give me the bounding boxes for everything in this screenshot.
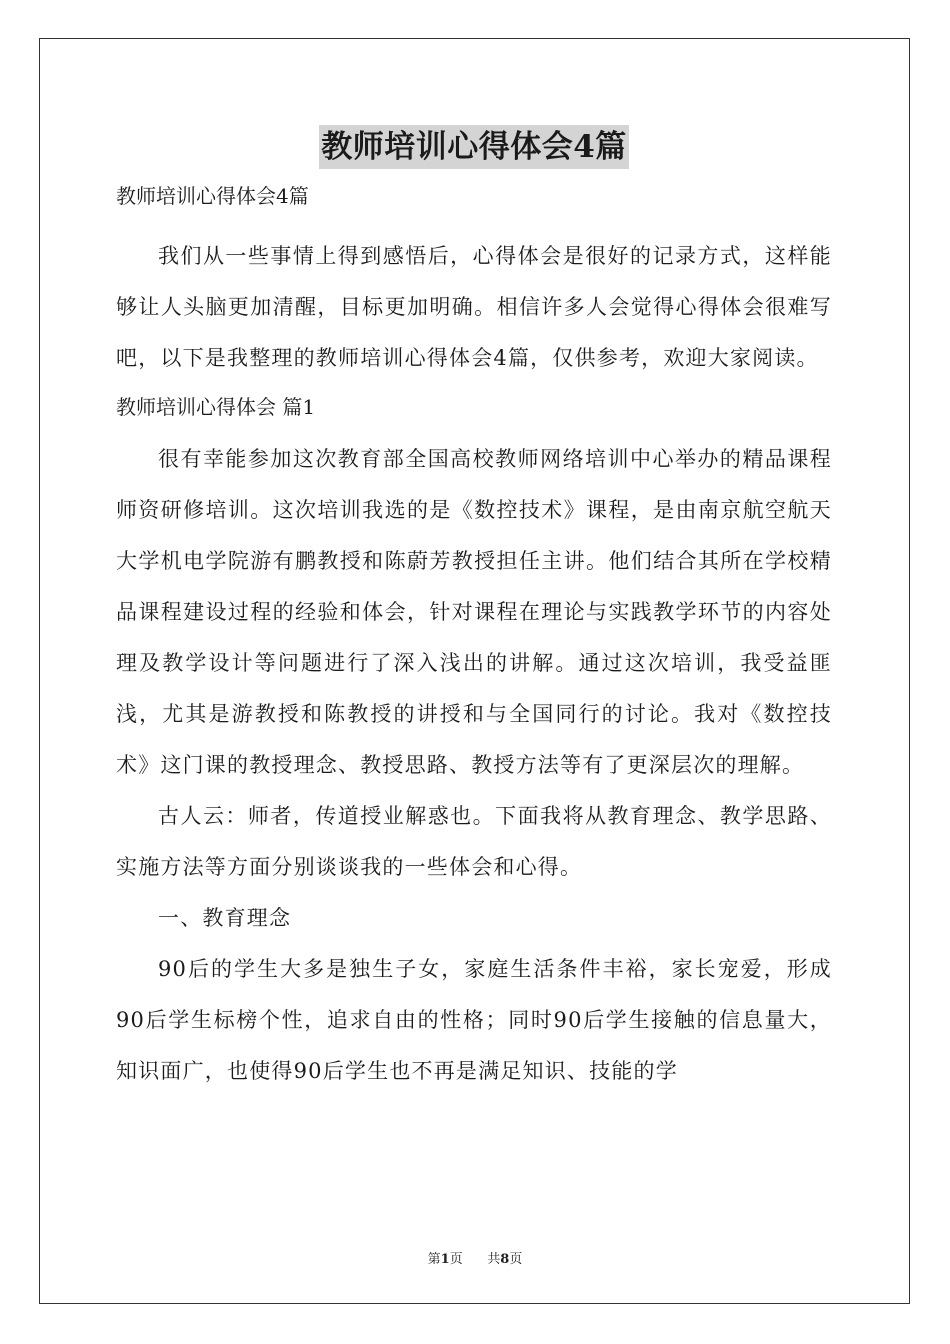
section-1-paragraph-1: 很有幸能参加这次教育部全国高校教师网络培训中心举办的精品课程师资研修培训。这次培训我选的是《数控技术》课程，是由南京航空航天大学机电学院游有鹏教授和陈蔚芳教授担任主讲。他们结合其所在学校精品课程建设过程的经验和体会，针对课程在理论与实践教学环节的内容处理及教学设计等问题进行了深入浅出的讲解。通过这次培训，我受益匪浅，尤其是游教授和陈教授的讲授和与全国同行的讨论。我对《数控技术》这门课的教授理念、教授思路、教授方法等有了更深层次的理解。 (116, 447, 832, 777)
total-pages: 8 (500, 1252, 510, 1267)
title-wrap (116, 125, 832, 169)
section-1-subheading-education-concept: 一、教育理念 (158, 906, 292, 930)
section-1-heading: 教师培训心得体会 篇1 (116, 395, 316, 419)
intro-paragraph: 我们从一些事情上得到感悟后，心得体会是很好的记录方式，这样能够让人头脑更加清醒，目标更加明确。相信许多人会觉得心得体会很难写吧，以下是我整理的教师培训心得体会4篇，仅供参考，欢迎大家阅读。 (116, 244, 832, 370)
document-subtitle: 教师培训心得体会4篇 (116, 184, 309, 208)
document-title: 教师培训心得体会4篇 (319, 125, 629, 169)
page-current: 1 (440, 1252, 450, 1267)
total-suffix: 页 (509, 1252, 523, 1267)
total-prefix: 共 (487, 1252, 501, 1267)
document-content (116, 125, 832, 1097)
section-1-paragraph-3: 90后的学生大多是独生子女，家庭生活条件丰裕，家长宠爱，形成90后学生标榜个性，追求自由的性格；同时90后学生接触的信息量大，知识面广，也使得90后学生也不再是满足知识、技能的学 (116, 957, 832, 1083)
page-suffix: 页 (449, 1252, 463, 1267)
page-prefix: 第 (427, 1252, 441, 1267)
section-1-paragraph-2: 古人云：师者，传道授业解惑也。下面我将从教育理念、教学思路、实施方法等方面分别谈谈我的一些体会和心得。 (116, 804, 832, 879)
page-footer (0, 1248, 950, 1267)
